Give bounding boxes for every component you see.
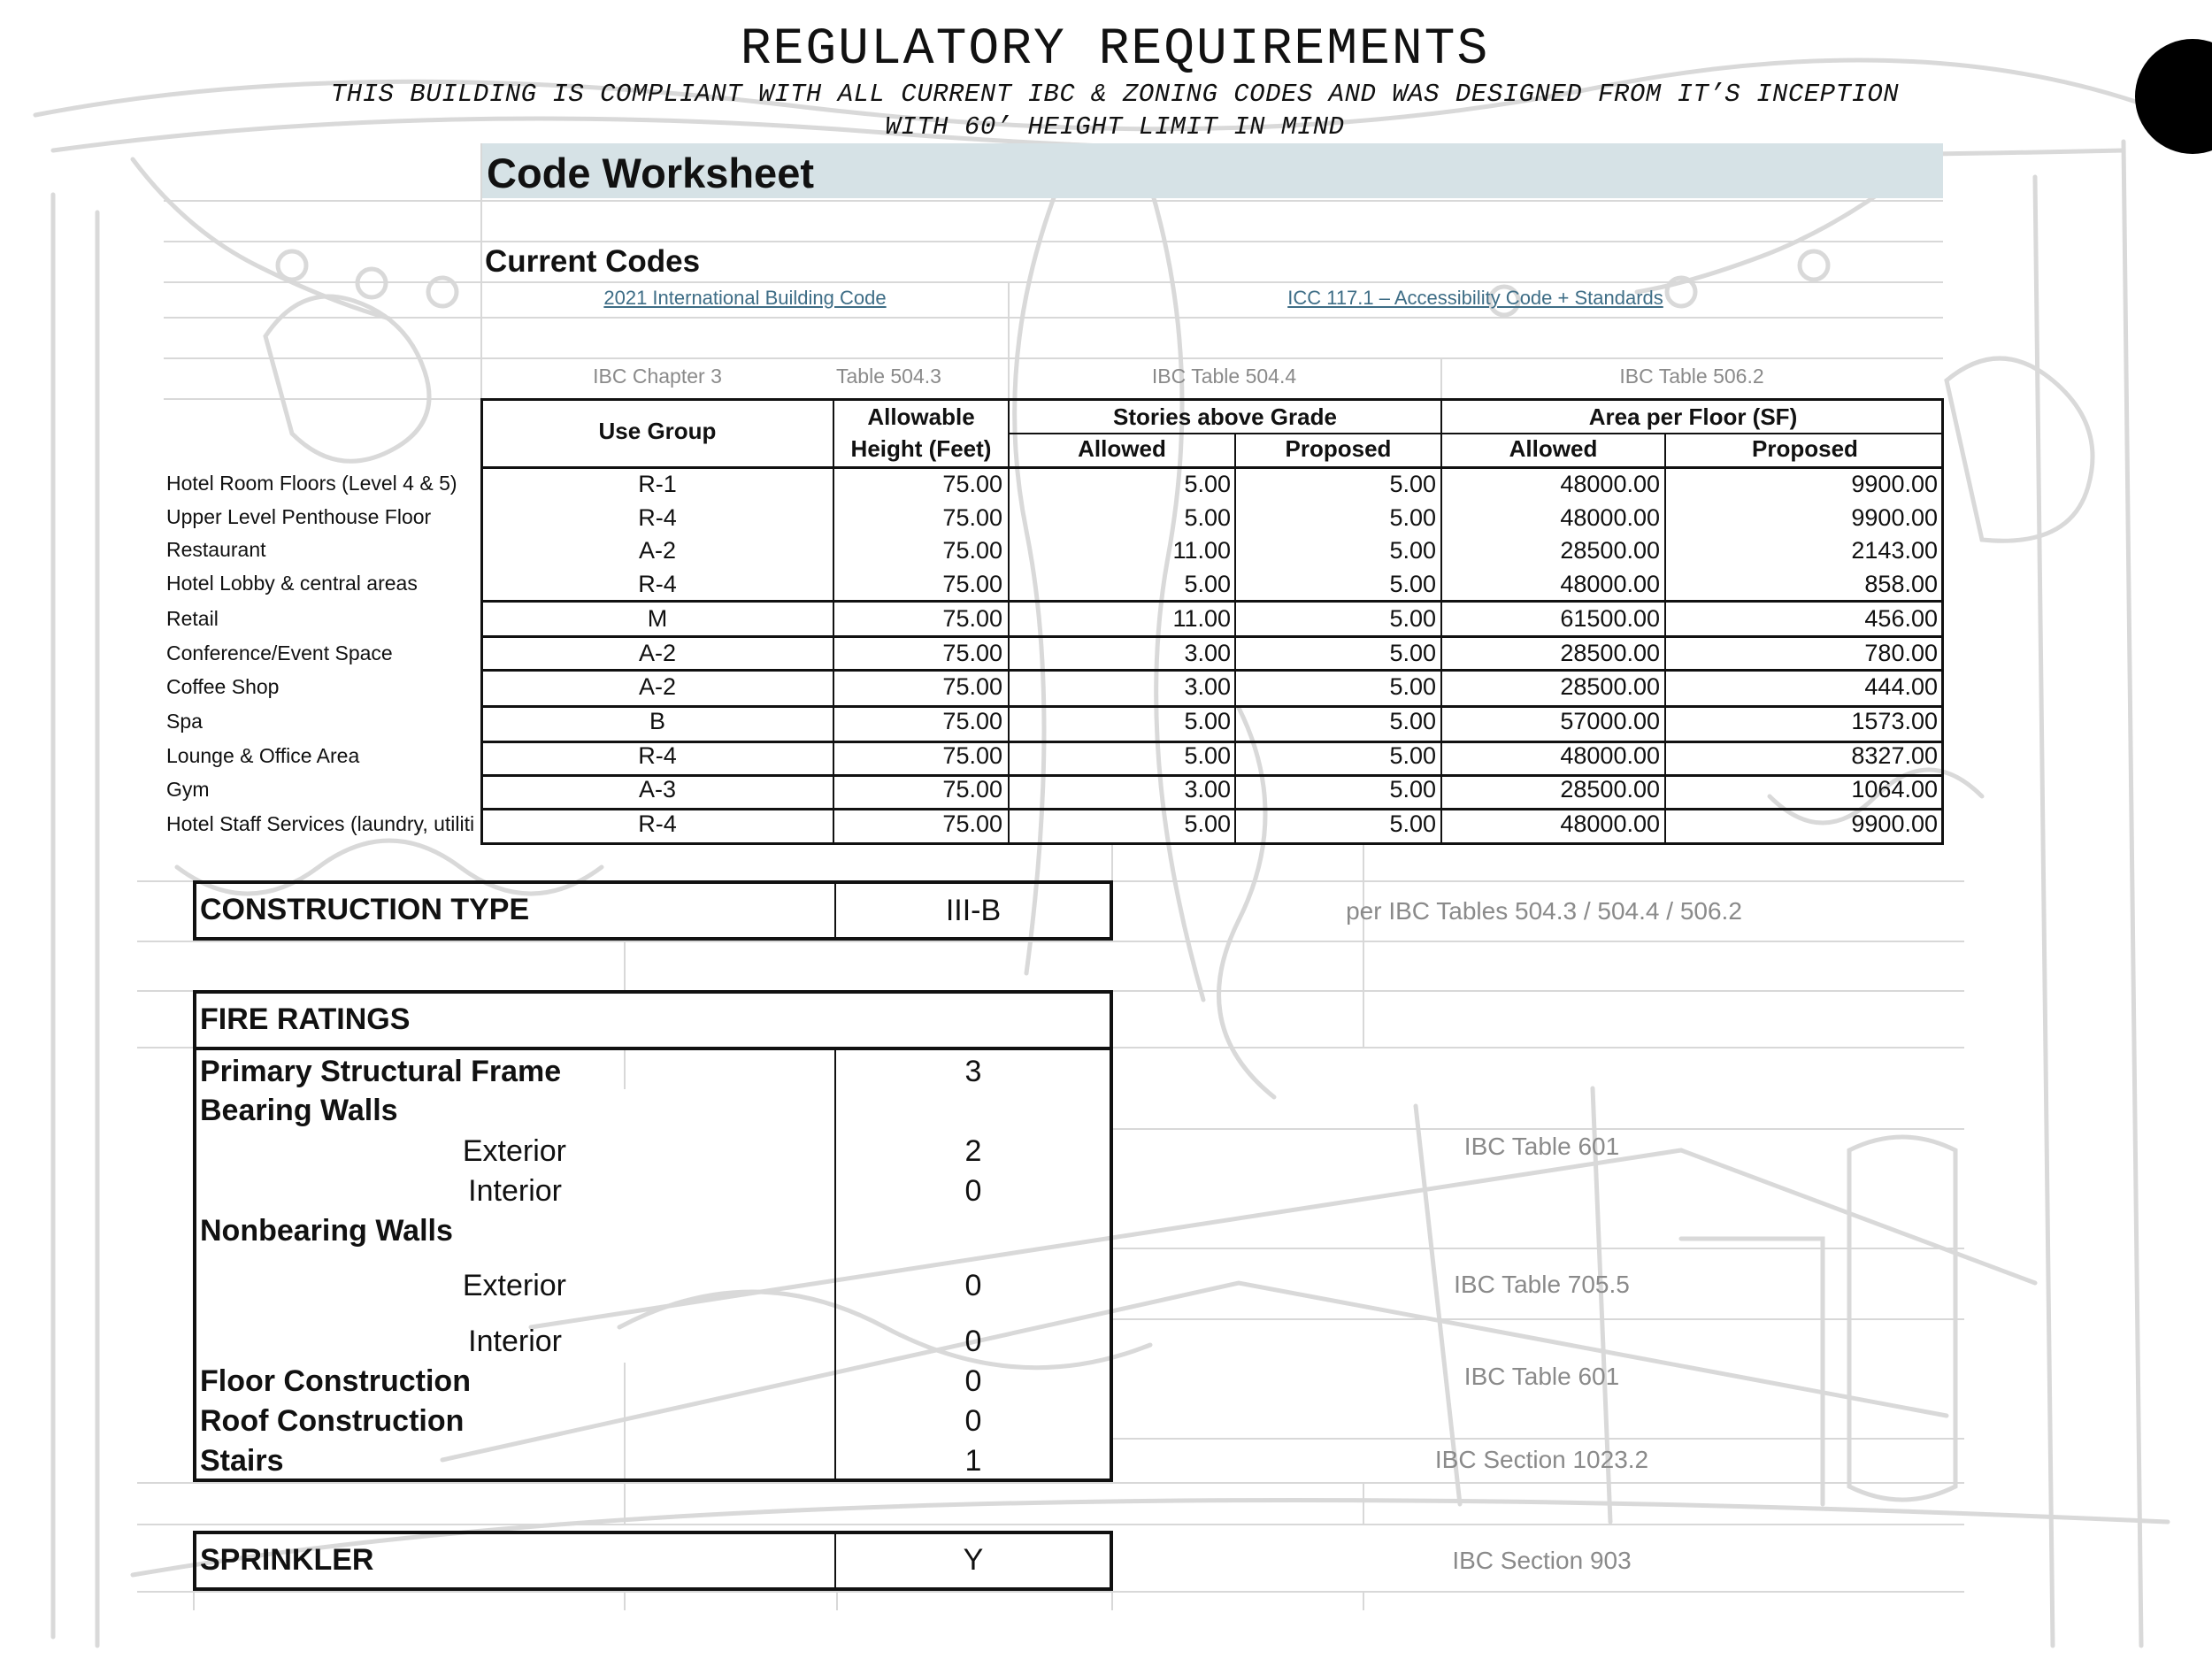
stories-allowed-cell: 5.00 <box>1184 810 1231 837</box>
nonbearing-interior-value: 0 <box>964 1325 982 1358</box>
use-group-cell: M <box>647 605 668 632</box>
accessibility-code-link[interactable]: ICC 117.1 – Accessibility Code + Standards <box>1287 287 1663 309</box>
stories-allowed-cell: 3.00 <box>1184 640 1231 666</box>
area-proposed-cell: 9900.00 <box>1851 471 1938 497</box>
bearing-interior-label: Interior <box>468 1174 562 1208</box>
header-use-group: Use Group <box>598 418 717 444</box>
stories-allowed-cell: 11.00 <box>1172 605 1231 632</box>
nonbearing-walls-label: Nonbearing Walls <box>200 1214 453 1248</box>
row-label: Restaurant <box>166 538 266 561</box>
primary-frame-value: 3 <box>964 1055 982 1088</box>
stories-proposed-cell: 5.00 <box>1389 471 1436 497</box>
construction-type-reference: per IBC Tables 504.3 / 504.4 / 506.2 <box>1346 897 1742 925</box>
floor-construction-label: Floor Construction <box>200 1364 471 1398</box>
roof-construction-label: Roof Construction <box>200 1404 465 1438</box>
construction-type-label: CONSTRUCTION TYPE <box>200 893 530 926</box>
bearing-walls-reference: IBC Table 601 <box>1463 1133 1620 1160</box>
header-allowable-height-2: Height (Feet) <box>850 435 992 462</box>
ref-table-504-4: IBC Table 504.4 <box>1151 365 1297 388</box>
primary-frame-label: Primary Structural Frame <box>200 1055 562 1088</box>
area-proposed-cell: 780.00 <box>1864 640 1938 666</box>
stories-proposed-cell: 5.00 <box>1389 571 1436 597</box>
row-label: Upper Level Penthouse Floor <box>166 505 432 528</box>
area-allowed-cell: 28500.00 <box>1560 673 1660 700</box>
ibc-code-link[interactable]: 2021 International Building Code <box>603 287 887 309</box>
area-allowed-cell: 48000.00 <box>1560 742 1660 769</box>
nonbearing-walls-reference: IBC Table 705.5 <box>1454 1271 1630 1298</box>
stories-proposed-cell: 5.00 <box>1389 640 1436 666</box>
area-proposed-cell: 1064.00 <box>1851 776 1938 803</box>
row-label: Lounge & Office Area <box>166 744 360 767</box>
area-proposed-cell: 8327.00 <box>1851 742 1938 769</box>
use-group-cell: R-4 <box>638 504 677 531</box>
header-stories-allowed: Allowed <box>1078 435 1166 462</box>
stairs-label: Stairs <box>200 1444 284 1478</box>
bearing-exterior-value: 2 <box>964 1134 982 1168</box>
row-label: Hotel Lobby & central areas <box>166 572 418 595</box>
header-area-allowed: Allowed <box>1509 435 1598 462</box>
header-allowable-height-1: Allowable <box>867 403 975 430</box>
area-proposed-cell: 2143.00 <box>1851 537 1938 564</box>
page-subtitle-line1: THIS BUILDING IS COMPLIANT WITH ALL CURRENT IBC & ZONING CODES AND WAS DESIGNED FROM IT’S INCEPTION <box>330 80 1900 109</box>
worksheet-title: Code Worksheet <box>487 150 814 196</box>
header-area-per-floor: Area per Floor (SF) <box>1588 403 1798 430</box>
stories-allowed-cell: 5.00 <box>1184 571 1231 597</box>
nonbearing-exterior-value: 0 <box>964 1269 982 1302</box>
sprinkler-reference: IBC Section 903 <box>1452 1547 1632 1574</box>
stories-proposed-cell: 5.00 <box>1389 673 1436 700</box>
area-allowed-cell: 28500.00 <box>1560 640 1660 666</box>
area-proposed-cell: 444.00 <box>1864 673 1938 700</box>
use-group-cell: B <box>649 708 665 734</box>
stories-allowed-cell: 11.00 <box>1172 537 1231 564</box>
stories-proposed-cell: 5.00 <box>1389 776 1436 803</box>
area-allowed-cell: 48000.00 <box>1560 504 1660 531</box>
page-subtitle-line2: WITH 60’ HEIGHT LIMIT IN MIND <box>885 112 1345 142</box>
nonbearing-exterior-label: Exterior <box>462 1269 566 1302</box>
row-label: Retail <box>166 607 219 630</box>
use-group-cell: R-4 <box>638 742 677 769</box>
row-label: Hotel Room Floors (Level 4 & 5) <box>166 472 457 495</box>
roof-construction-value: 0 <box>964 1404 982 1438</box>
row-label: Gym <box>166 778 210 801</box>
stories-proposed-cell: 5.00 <box>1389 605 1436 632</box>
use-group-cell: R-4 <box>638 810 677 837</box>
height-cell: 75.00 <box>942 605 1002 632</box>
area-allowed-cell: 48000.00 <box>1560 571 1660 597</box>
area-allowed-cell: 48000.00 <box>1560 810 1660 837</box>
current-codes-heading: Current Codes <box>485 244 701 279</box>
bearing-exterior-label: Exterior <box>462 1134 566 1168</box>
area-allowed-cell: 28500.00 <box>1560 537 1660 564</box>
fire-ratings-heading: FIRE RATINGS <box>200 1002 411 1036</box>
height-cell: 75.00 <box>942 708 1002 734</box>
row-label: Spa <box>166 710 203 733</box>
ref-ibc-chapter-3: IBC Chapter 3 <box>593 365 722 388</box>
area-allowed-cell: 57000.00 <box>1560 708 1660 734</box>
ref-table-504-3: Table 504.3 <box>836 365 941 388</box>
row-label: Coffee Shop <box>166 675 280 698</box>
stories-proposed-cell: 5.00 <box>1389 742 1436 769</box>
header-stories-proposed: Proposed <box>1285 435 1392 462</box>
area-proposed-cell: 1573.00 <box>1851 708 1938 734</box>
height-cell: 75.00 <box>942 471 1002 497</box>
stories-proposed-cell: 5.00 <box>1389 708 1436 734</box>
height-cell: 75.00 <box>942 673 1002 700</box>
use-group-cell: A-3 <box>638 776 677 803</box>
bearing-walls-label: Bearing Walls <box>200 1094 398 1127</box>
header-area-proposed: Proposed <box>1752 435 1858 462</box>
stairs-reference: IBC Section 1023.2 <box>1434 1446 1649 1473</box>
use-group-cell: A-2 <box>638 673 677 700</box>
bearing-interior-value: 0 <box>964 1174 982 1208</box>
stories-proposed-cell: 5.00 <box>1389 504 1436 531</box>
area-allowed-cell: 61500.00 <box>1560 605 1660 632</box>
stories-allowed-cell: 3.00 <box>1184 776 1231 803</box>
ref-table-506-2: IBC Table 506.2 <box>1619 365 1764 388</box>
sprinkler-value: Y <box>963 1543 984 1577</box>
construction-type-value: III-B <box>945 894 1002 927</box>
area-proposed-cell: 858.00 <box>1864 571 1938 597</box>
use-group-cell: R-4 <box>638 571 677 597</box>
stories-allowed-cell: 3.00 <box>1184 673 1231 700</box>
height-cell: 75.00 <box>942 504 1002 531</box>
height-cell: 75.00 <box>942 810 1002 837</box>
stories-proposed-cell: 5.00 <box>1389 810 1436 837</box>
area-proposed-cell: 9900.00 <box>1851 810 1938 837</box>
area-allowed-cell: 28500.00 <box>1560 776 1660 803</box>
row-label: Hotel Staff Services (laundry, utiliti <box>166 812 475 835</box>
use-group-cell: R-1 <box>638 471 677 497</box>
page-title: REGULATORY REQUIREMENTS <box>740 21 1490 79</box>
floor-construction-value: 0 <box>964 1364 982 1398</box>
area-allowed-cell: 48000.00 <box>1560 471 1660 497</box>
stairs-value: 1 <box>964 1444 982 1478</box>
floor-construction-reference: IBC Table 601 <box>1463 1363 1620 1390</box>
height-cell: 75.00 <box>942 640 1002 666</box>
sprinkler-label: SPRINKLER <box>200 1543 374 1577</box>
stories-proposed-cell: 5.00 <box>1389 537 1436 564</box>
stories-allowed-cell: 5.00 <box>1184 504 1231 531</box>
height-cell: 75.00 <box>942 776 1002 803</box>
row-label: Conference/Event Space <box>166 641 393 664</box>
height-cell: 75.00 <box>942 571 1002 597</box>
height-cell: 75.00 <box>942 742 1002 769</box>
stories-allowed-cell: 5.00 <box>1184 708 1231 734</box>
use-group-cell: A-2 <box>638 537 677 564</box>
height-cell: 75.00 <box>942 537 1002 564</box>
header-stories-above-grade: Stories above Grade <box>1113 403 1337 430</box>
stories-allowed-cell: 5.00 <box>1184 471 1231 497</box>
area-proposed-cell: 456.00 <box>1864 605 1938 632</box>
stories-allowed-cell: 5.00 <box>1184 742 1231 769</box>
use-group-cell: A-2 <box>638 640 677 666</box>
nonbearing-interior-label: Interior <box>468 1325 562 1358</box>
area-proposed-cell: 9900.00 <box>1851 504 1938 531</box>
